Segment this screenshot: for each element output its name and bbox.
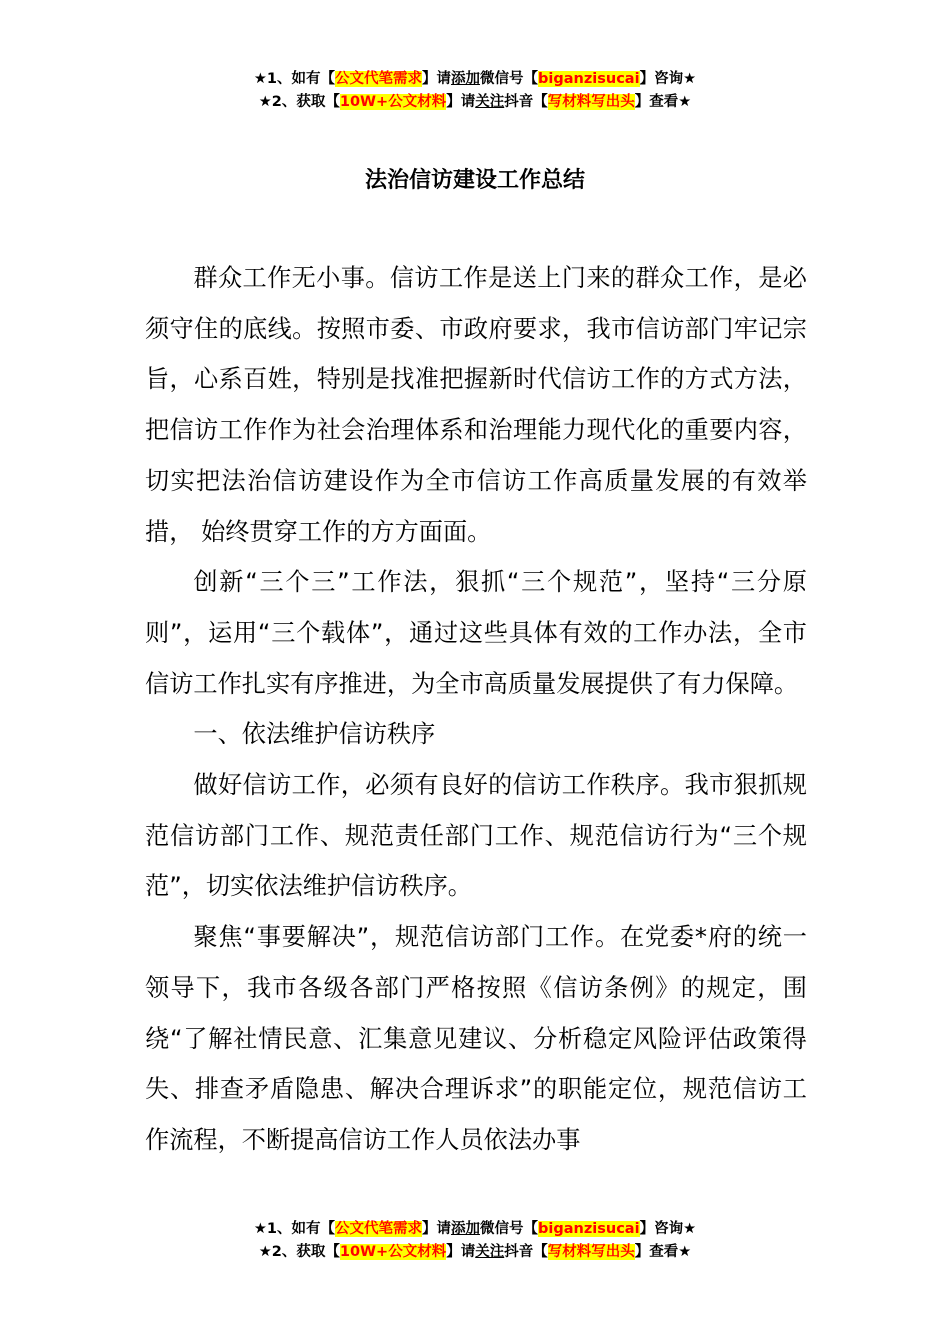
promo-highlight: 10W+公文材料 — [339, 1244, 447, 1260]
promo-line-1: ★1、如有【公文代笔需求】请添加微信号【biganzisucai】咨询★ — [253, 1221, 697, 1237]
paragraph: 创新“三个三”工作法，狠抓“三个规范”，坚持“三分原则”，运用“三个载体”，通过这些具体有效的工作办法，全市信访工作扎实有序推进，为全市高质量发展提供了有力保障。 — [145, 568, 807, 698]
promo-line-2: ★2、获取【10W+公文材料】请关注抖音【写材料写出头】查看★ — [258, 1244, 692, 1260]
promo-wechat-id: biganzisucai — [538, 71, 640, 87]
promo-highlight: 公文代笔需求 — [335, 1221, 423, 1237]
document-title: 法治信访建设工作总结 — [364, 168, 585, 193]
promo-line-2: ★2、获取【10W+公文材料】请关注抖音【写材料写出头】查看★ — [258, 94, 692, 110]
paragraph: 群众工作无小事。信访工作是送上门来的群众工作，是必须守住的底线。按照市委、市政府要求，我市信访部门牢记宗旨，心系百姓，特别是找准把握新时代信访工作的方式方法，把信访工作作为社会治理体系和治理能力现代化的重要内容，切实把法治信访建设作为全市信访工作高质量发展的有效举措， 始终贯穿工作的方方面面。 — [145, 264, 807, 546]
section-heading: 一、依法维护信访秩序 — [193, 720, 436, 749]
document-body — [145, 253, 807, 1166]
promo-footer — [0, 1218, 950, 1264]
promo-highlight: 10W+公文材料 — [339, 94, 447, 110]
promo-douyin-id: 写材料写出头 — [547, 1244, 635, 1260]
promo-wechat-id: biganzisucai — [538, 1221, 640, 1237]
promo-highlight: 公文代笔需求 — [335, 71, 423, 87]
paragraph: 聚焦“事要解决”，规范信访部门工作。在党委*府的统一领导下，我市各级各部门严格按照《信访条例》的规定，围绕“了解社情民意、汇集意见建议、分析稳定风险评估政策得失、排查矛盾隐患、解决合理诉求”的职能定位，规范信访工作流程，不断提高信访工作人员依法办事 — [145, 923, 807, 1154]
promo-douyin-id: 写材料写出头 — [547, 94, 635, 110]
promo-line-1: ★1、如有【公文代笔需求】请添加微信号【biganzisucai】咨询★ — [253, 71, 697, 87]
promo-header — [0, 68, 950, 114]
paragraph: 做好信访工作，必须有良好的信访工作秩序。我市狠抓规范信访部门工作、规范责任部门工作、规范信访行为“三个规范”，切实依法维护信访秩序。 — [145, 771, 807, 901]
